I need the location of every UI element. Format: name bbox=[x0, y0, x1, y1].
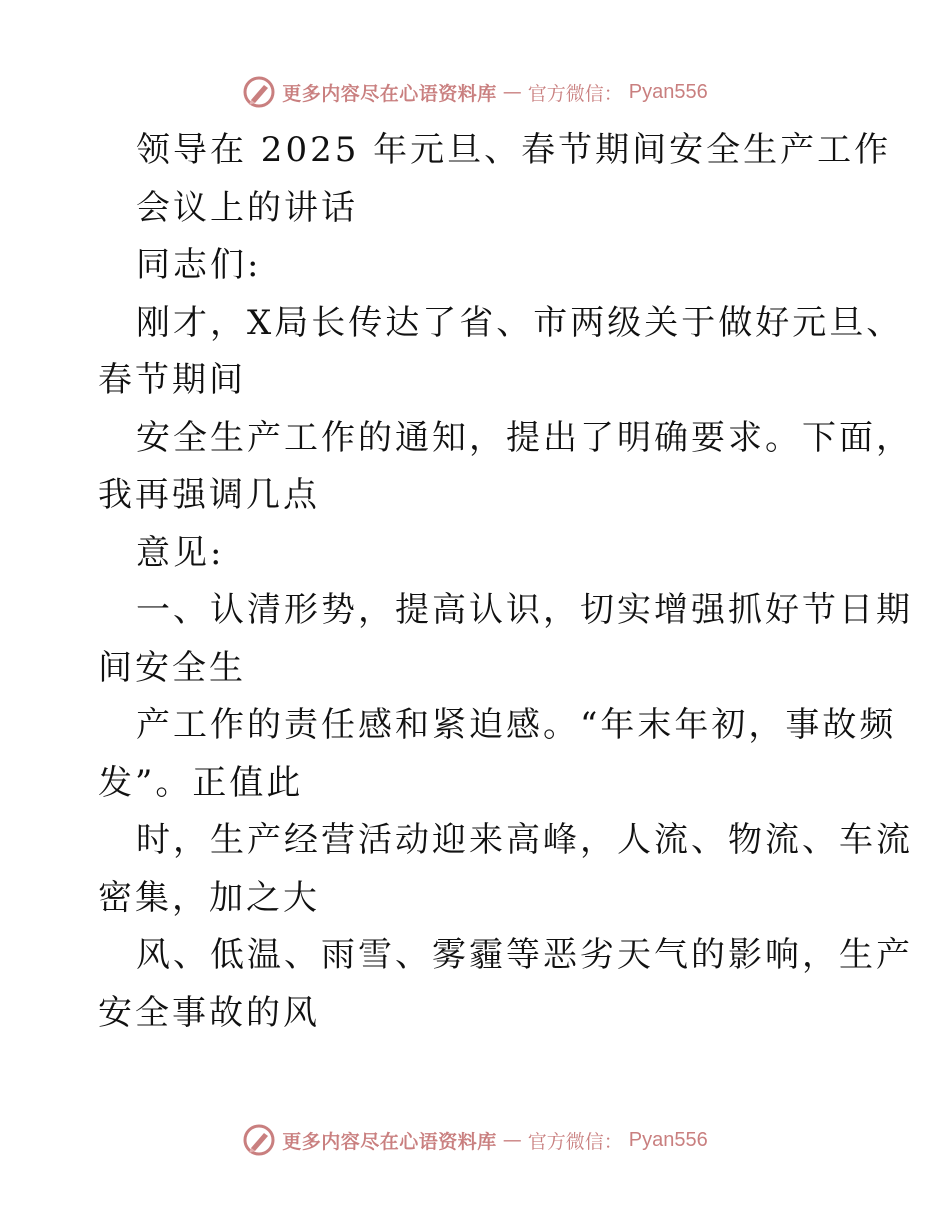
watermark-content bbox=[242, 1123, 708, 1157]
body-line: 意见: bbox=[136, 532, 225, 573]
document-title-line-2: 会议上的讲话 bbox=[136, 187, 358, 228]
body-line: 刚才，X局长传达了省、市两级关于做好元旦、 bbox=[136, 302, 904, 343]
watermark-wechat-label: 官方微信： bbox=[527, 82, 623, 105]
footer-watermark-banner bbox=[0, 1120, 950, 1160]
section-heading-line: 间安全生 bbox=[98, 647, 246, 688]
watermark-wechat-label: 官方微信： bbox=[527, 1130, 623, 1153]
watermark-text: 更多内容尽在心语资料库 bbox=[282, 82, 497, 105]
watermark-dash: — bbox=[502, 81, 522, 103]
body-line: 我再强调几点 bbox=[98, 475, 320, 515]
watermark-text: 更多内容尽在心语资料库 bbox=[282, 1130, 497, 1153]
watermark-content bbox=[242, 75, 708, 109]
watermark-dash: — bbox=[502, 1129, 522, 1151]
body-line: 春节期间 bbox=[98, 360, 246, 400]
body-line: 安全生产工作的通知，提出了明确要求。下面， bbox=[136, 417, 913, 458]
section-heading-line: 一、认清形势，提高认识，切实增强抓好节日期 bbox=[136, 590, 913, 630]
watermark-wechat-id: Pyan556 bbox=[628, 1128, 708, 1151]
pen-logo-icon bbox=[242, 1123, 276, 1157]
body-line: 密集，加之大 bbox=[98, 877, 320, 918]
document-title-line-1: 领导在 2025 年元旦、春节期间安全生产工作 bbox=[136, 130, 892, 170]
pen-logo-icon bbox=[242, 75, 276, 109]
body-line: 风、低温、雨雪、雾霾等恶劣天气的影响，生产 bbox=[136, 935, 913, 975]
body-line: 产工作的责任感和紧迫感。“年末年初，事故频 bbox=[136, 705, 897, 745]
body-line: 发”。正值此 bbox=[98, 762, 304, 803]
salutation: 同志们: bbox=[136, 245, 262, 285]
header-watermark-banner bbox=[0, 72, 950, 112]
body-line: 安全事故的风 bbox=[98, 992, 320, 1033]
watermark-wechat-id: Pyan556 bbox=[628, 80, 708, 103]
body-line: 时，生产经营活动迎来高峰，人流、物流、车流 bbox=[136, 820, 913, 860]
document-body bbox=[98, 122, 913, 1042]
